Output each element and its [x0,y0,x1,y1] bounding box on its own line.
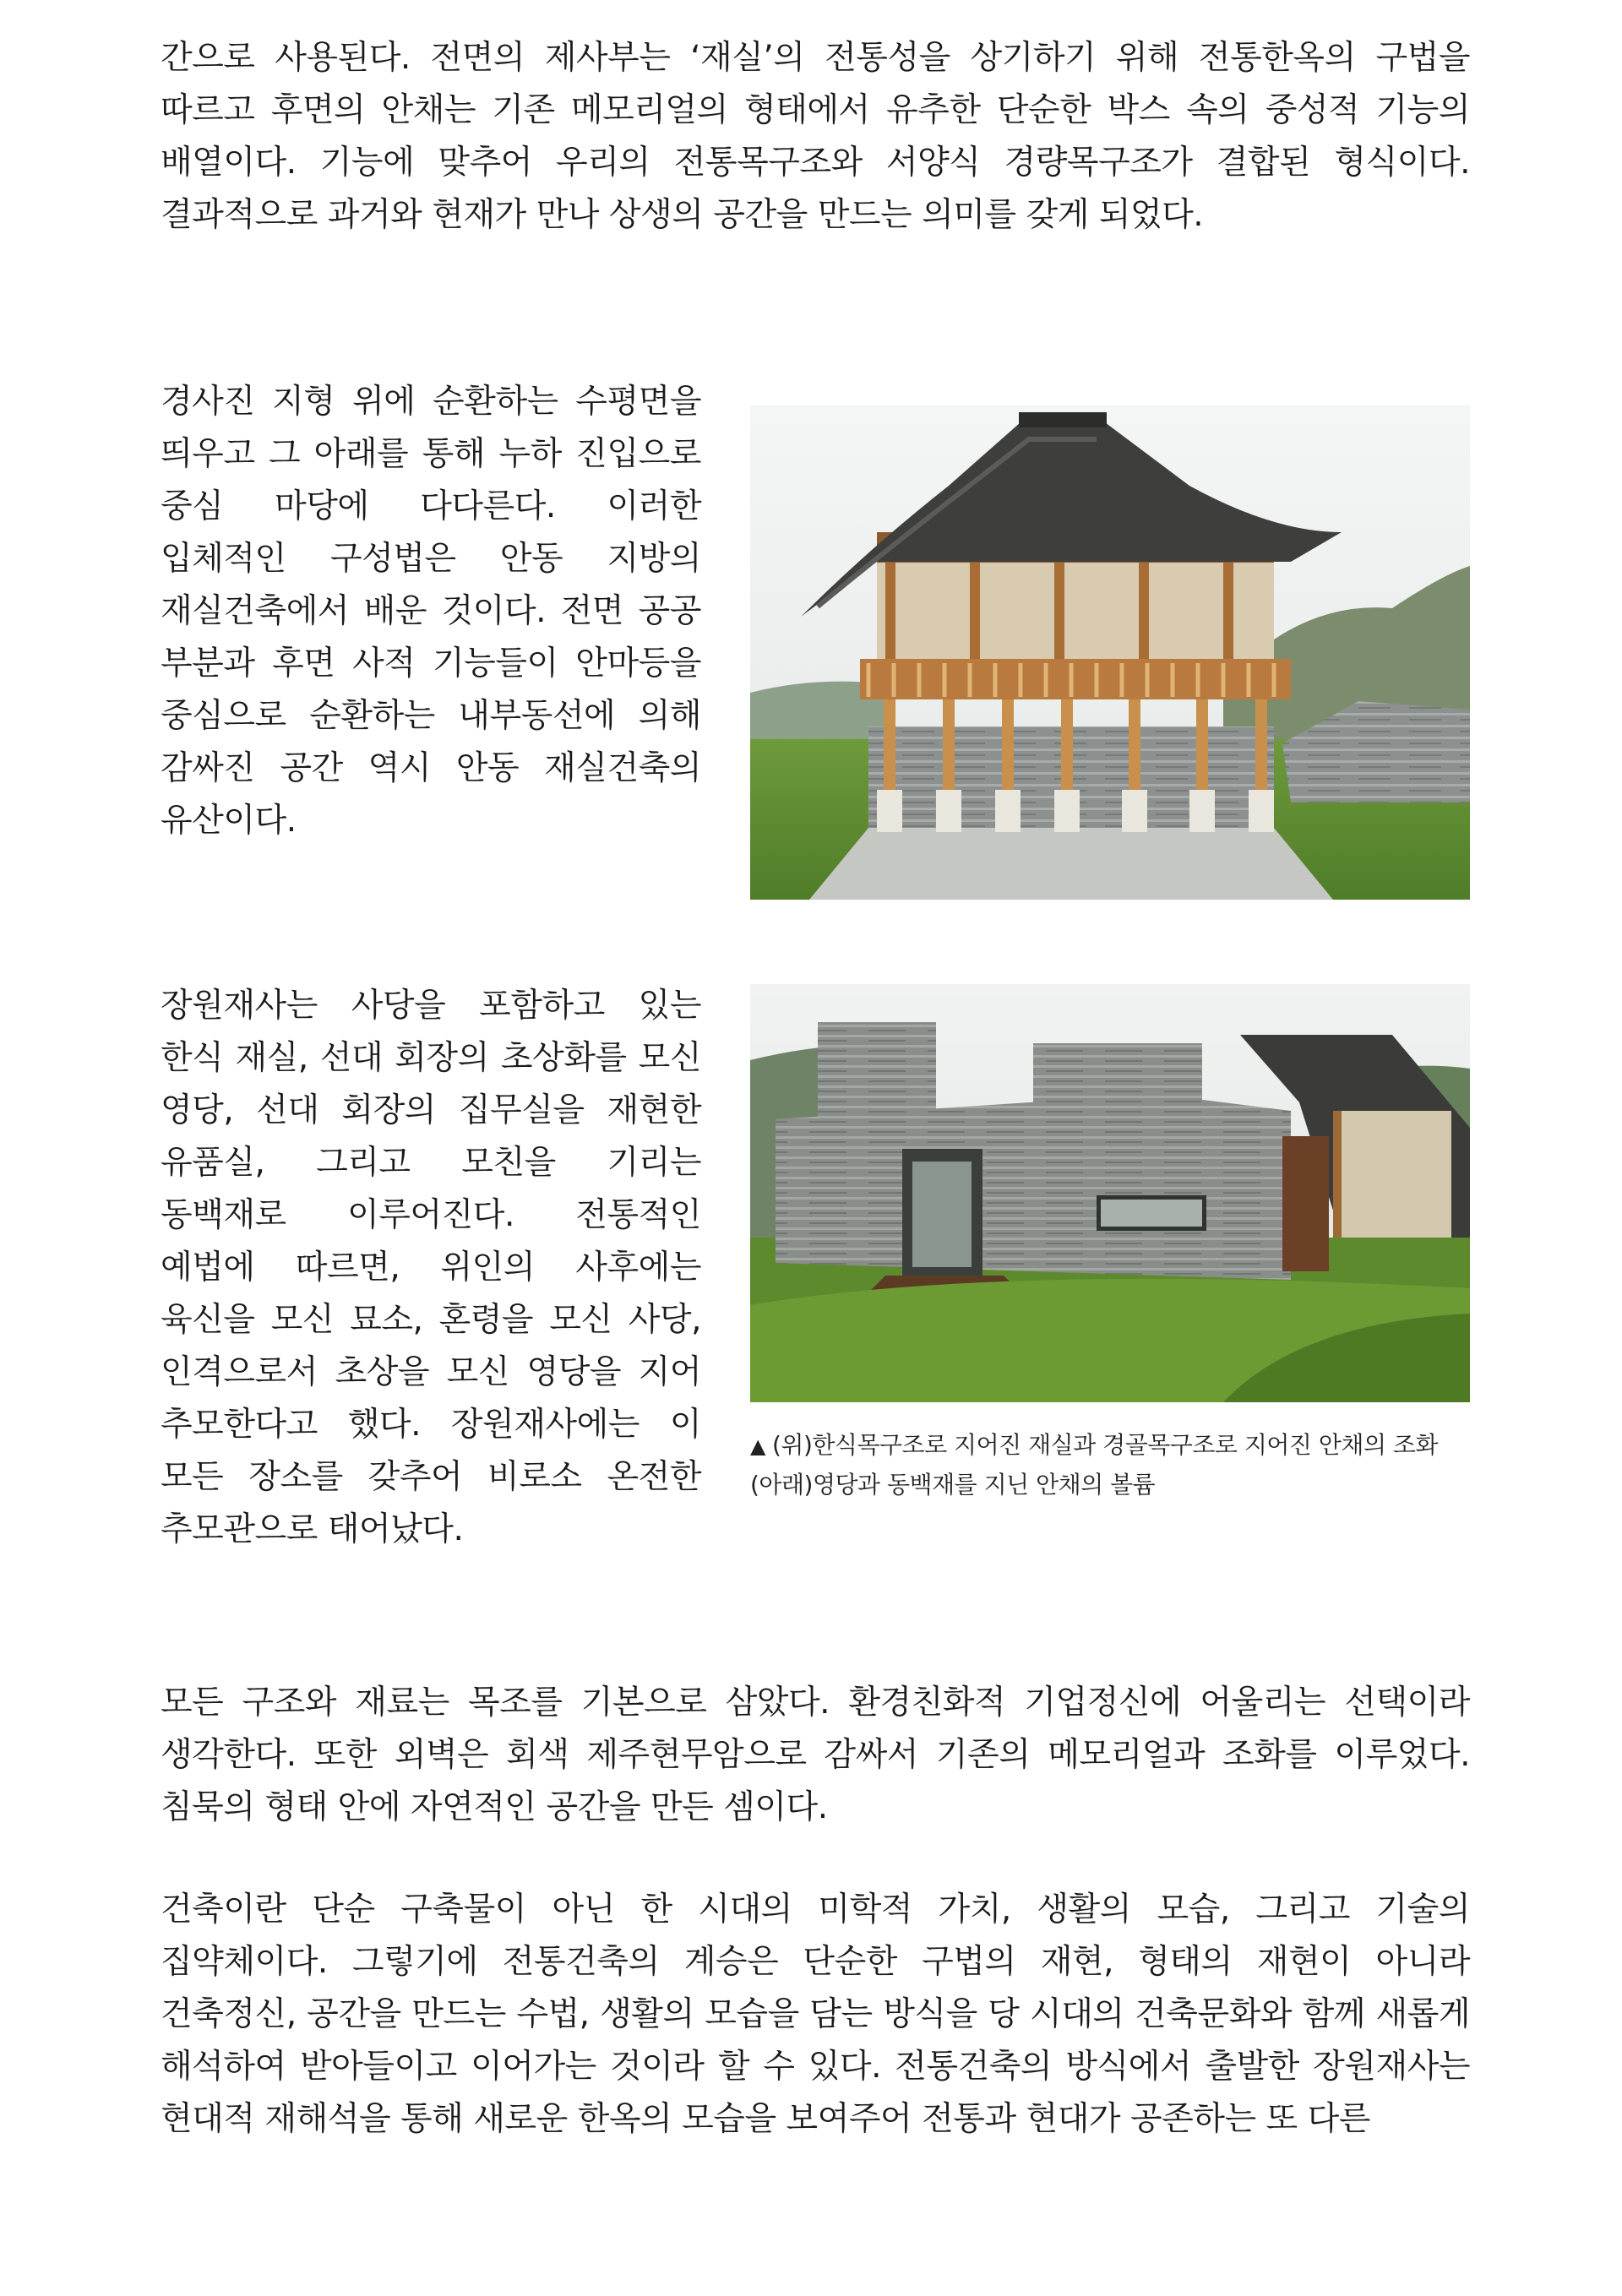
intro-paragraph: 간으로 사용된다. 전면의 제사부는 ‘재실’의 전통성을 상기하기 위해 전통한옥의 구법을 따르고 후면의 안채는 기존 메모리얼의 형태에서 유추한 단순한 박스 속의 중성적 기능의 배열이다. 기능에 맞추어 우리의 전통목구조와 서양식 경량목구조가 결합된 형식이다. 결과적으로 과거와 현재가 만나 상생의 공간을 만드는 의미를 갖게 되었다. [161,39,1470,234]
conclusion-paragraph: 건축이란 단순 구축물이 아닌 한 시대의 미학적 가치, 생활의 모습, 그리고 기술의 집약체이다. 그렇기에 전통건축의 계승은 단순한 구법의 재현, 형태의 재현이 아니라 건축정신, 공간을 만드는 수법, 생활의 모습을 담는 방식을 당 시대의 건축문화와 함께 새롭게 해석하여 받아들이고 이어가는 것이라 할 수 있다. 전통건축의 방식에서 출발한 장원재사는 현대적 재해석을 통해 새로운 한옥의 모습을 보여주어 전통과 현대가 공존하는 또 다른 [161,1891,1470,2138]
terrain-paragraph: 경사진 지형 위에 순환하는 수평면을 띄우고 그 아래를 통해 누하 진입으로 중심 마당에 다다른다. 이러한 입체적인 구성법은 안동 지방의 재실건축에서 배운 것이다. 전면 공공 부분과 후면 사적 기능들이 안마등을 중심으로 순환하는 내부동선에 의해 감싸진 공간 역시 안동 재실건축의 유산이다. [161,383,701,840]
photo-caption [750,1426,1477,1504]
triangle-marker-icon: ▲ [750,1434,765,1458]
annex-volume-photo [750,984,1470,1402]
materials-paragraph: 모든 구조와 재료는 목조를 기본으로 삼았다. 환경친화적 기업정신에 어울리는 선택이라 생각한다. 또한 외벽은 회색 제주현무암으로 감싸서 기존의 메모리얼과 조화를 이루었다. 침묵의 형태 안에 자연적인 공간을 만든 셈이다. [161,1684,1470,1826]
composition-paragraph: 장원재사는 사당을 포함하고 있는 한식 재실, 선대 회장의 초상화를 모신 영당, 선대 회장의 집무실을 재현한 유품실, 그리고 모친을 기리는 동백재로 이루어진다. 전통적인 예법에 따르면, 위인의 사후에는 육신을 모신 묘소, 혼령을 모신 사당, 인격으로서 초상을 모신 영당을 지어 추모한다고 했다. 장원재사에는 이 모든 장소를 갖추어 비로소 온전한 추모관으로 태어났다. [161,987,701,1548]
photo-caption-text: (위)한식목구조로 지어진 재실과 경골목구조로 지어진 안채의 조화 (아래)영당과 동백재를 지닌 안채의 볼륨 [750,1431,1439,1499]
hanok-jaesil-photo [750,405,1470,900]
